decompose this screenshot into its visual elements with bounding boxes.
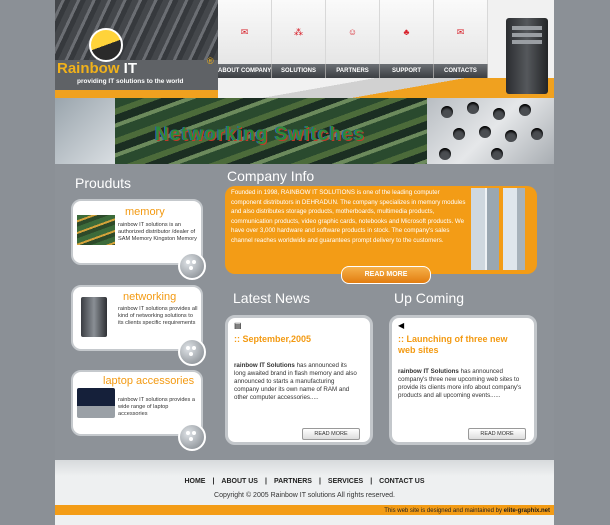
right-margin [554,0,610,525]
main-nav [218,64,488,78]
product-name: laptop accessories [103,375,195,387]
upcoming-title: Up Coming [394,290,465,306]
nav-icon-cell-partners[interactable] [326,0,380,64]
grill-hole [441,106,453,118]
footer-link-about[interactable]: ABOUT US [221,478,258,485]
product-desc: rainbow IT solutions provides all kind of networking solutions to its clients specific requirements [118,306,198,326]
buildings-image [465,188,531,270]
grill-hole [493,108,505,120]
header-swoosh [218,78,554,98]
grill-hole [453,128,465,140]
brand-tagline: providing IT solutions to the world [77,78,184,85]
laptop-more-button[interactable] [178,423,206,451]
sun-logo-icon [89,28,123,62]
brand-name-a: Rainbow [57,60,120,77]
banner [55,98,554,164]
speaker-grill-image [427,98,554,164]
company-info-title: Company Info [227,168,315,184]
footer-credit [55,508,550,514]
product-name: networking [123,291,177,303]
nav-partners[interactable]: PARTNERS [326,64,380,78]
upcoming-box [389,315,537,445]
header [55,0,554,98]
keyboard-image [55,0,218,60]
company-read-more-button[interactable]: READ MORE [341,266,431,284]
copyright: Copyright © 2005 Rainbow IT solutions All rights reserved. [214,492,395,499]
company-info-text: Founded in 1998, RAINBOW IT SOLUTIONS is one of the leading computer component distributors in DEHRADUN. The company specializes in memory modules and also distributes storage products, motherboards, multimedia products, communication products, video graphic cards, notebooks and Microsoft products. We have over 3,000 hardware and software products in stock. The company's sales channel reaches worldwide and guarantees prompt delivery to the customers. [231,189,466,244]
logo[interactable] [55,0,218,98]
upcoming-body-text: has announced company's three new upcoming web sites to provide its clients more info about company's products and all upcoming events...... [398,368,522,399]
pc-tower-image [506,18,548,94]
registered-mark: ® [207,56,214,66]
brand-name [57,60,137,77]
grill-hole [531,128,543,140]
page [55,0,554,525]
product-desc: rainbow IT solutions is an authorized distributor /dealer of SAM Memory Kingston Memory [118,222,197,242]
memory-more-button[interactable] [178,252,206,280]
mail-icon: ✉ [456,27,465,37]
grill-hole [519,104,531,116]
nav-support[interactable]: SUPPORT [380,64,434,78]
person-icon: ☺ [347,27,358,37]
product-desc: rainbow IT solutions provides a wide range of laptop accessories [118,397,196,417]
footer-separator: | [370,478,373,485]
brand-name-b: IT [123,60,138,77]
latest-news-title: Latest News [233,290,311,306]
banner-title: Networking Switches [155,124,366,145]
footer-separator: | [318,478,321,485]
memory-image [77,215,115,245]
network-icon: ⁂ [294,27,303,37]
grill-hole [491,148,503,160]
server-image [81,297,107,337]
orange-strip [55,90,218,98]
footer-link-services[interactable]: SERVICES [327,478,364,485]
laptop-image [77,388,115,418]
grill-hole [505,130,517,142]
footer-link-contact[interactable]: CONTACT US [379,478,425,485]
nav-icon-row [218,0,488,64]
footer-bottom [55,515,554,525]
nav-icon-cell-contacts[interactable] [434,0,488,64]
grill-hole [467,102,479,114]
org-chart-icon: ♣ [403,27,410,37]
nav-contacts[interactable]: CONTACTS [434,64,488,78]
upcoming-read-more-button[interactable]: READ MORE [468,428,526,440]
grill-hole [439,148,451,160]
upcoming-headline: :: Launching of three new web sites [398,334,508,355]
news-read-more-button[interactable]: READ MORE [302,428,360,440]
credit-link[interactable]: elite-graphix.net [503,508,550,514]
nav-icon-cell-about[interactable] [218,0,272,64]
upcoming-body [398,368,524,400]
nav-about-company[interactable]: ABOUT COMPANY [218,64,272,78]
products-title: Prouduts [75,175,132,191]
product-name: memory [125,206,165,218]
news-headline: :: September,2005 [234,334,312,344]
footer-separator: | [212,478,215,485]
upcoming-body-bold: rainbow IT Solutions [398,368,459,375]
nav-solutions[interactable]: SOLUTIONS [272,64,326,78]
nav-icon-cell-support[interactable] [380,0,434,64]
footer-separator: | [264,478,267,485]
company-info-box [225,186,537,274]
left-margin [0,0,55,525]
news-body [234,362,360,402]
envelope-icon: ✉ [240,27,249,37]
footer-link-home[interactable]: HOME [184,478,206,485]
footer-nav [55,478,554,485]
newspaper-icon: ▤ [234,321,242,330]
footer-top [55,460,554,476]
latest-news-box [225,315,373,445]
speaker-icon: ◀ [398,321,405,330]
credit-text: This web site is designed and maintained by [384,508,502,514]
banner-left-image [55,98,115,164]
news-body-text: has announced its long awaited brand in flash memory and also announced to starts a manufacturing company under its own name of RAM and other computer accessories..... [234,362,357,401]
news-body-bold: rainbow IT Solutions [234,362,295,369]
networking-more-button[interactable] [178,338,206,366]
footer [55,460,554,525]
nav-icon-cell-solutions[interactable] [272,0,326,64]
footer-link-partners[interactable]: PARTNERS [273,478,312,485]
grill-hole [479,126,491,138]
